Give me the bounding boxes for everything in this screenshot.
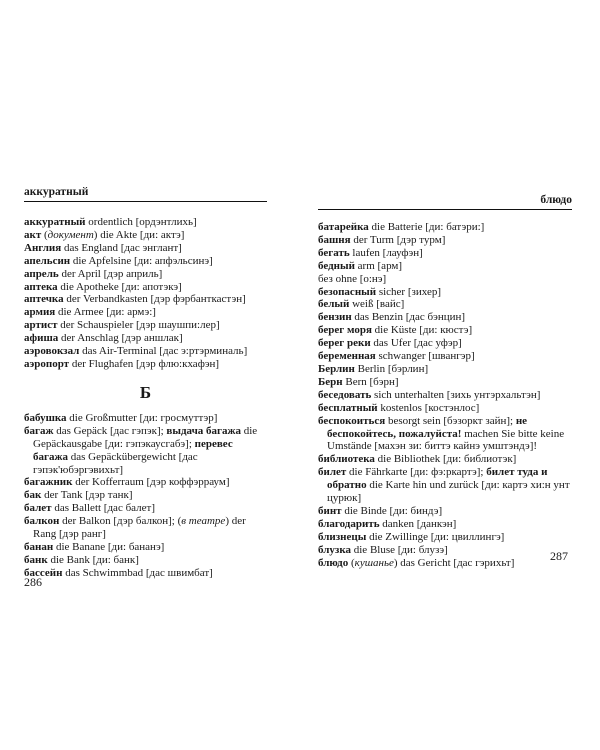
headword: бинт — [318, 504, 342, 517]
entry-text: ordentlich [ордэнтлихь] — [85, 216, 197, 228]
entry-text: besorgt sein [бэзоркт зайн]; — [385, 414, 516, 427]
entry-text: ) die Akte [ди: актэ] — [93, 228, 185, 241]
entry-text: das Gepäckübergewicht [дас гэпэк'юбэргэвихьт] — [33, 450, 198, 476]
dictionary-entry — [318, 531, 572, 544]
headword: апрель — [24, 267, 59, 280]
entry-text: ( — [41, 228, 48, 241]
headword: бензин — [318, 311, 352, 324]
dictionary-entry — [318, 273, 572, 286]
headword: белый — [318, 298, 350, 311]
entry-text: der Tank [дэр танк] — [41, 489, 133, 502]
dictionary-entry — [318, 557, 572, 570]
entry-text: schwanger [швангэр] — [375, 350, 475, 363]
headword: благодарить — [318, 517, 380, 530]
dictionary-entry — [24, 502, 267, 515]
entry-text: das Ufer [дас уфэр] — [370, 337, 462, 350]
headword: перевес багажа — [33, 437, 233, 463]
entry-text: die Großmutter [ди: гросмуттэр] — [66, 411, 218, 424]
headword: артист — [24, 319, 58, 332]
dictionary-entry — [24, 489, 267, 502]
headword: Берлин — [318, 362, 355, 375]
entry-text: das Ballett [дас балет] — [51, 502, 155, 515]
entry-text: die Bank [ди: банк] — [47, 553, 139, 566]
headword: банк — [24, 553, 48, 566]
dictionary-entry — [24, 541, 267, 554]
dictionary-entry — [318, 402, 572, 415]
dictionary-entry — [24, 242, 267, 255]
entry-text: ( — [348, 556, 355, 569]
entry-text: die Zwillinge [ди: цвиллингэ] — [366, 530, 505, 543]
dictionary-entry — [318, 389, 572, 402]
entry-text: das Schwimmbad [дас швимбат] — [62, 566, 213, 579]
headword: беременная — [318, 350, 376, 363]
dictionary-entry — [318, 311, 572, 324]
running-header-right: блюдо — [318, 194, 572, 210]
entry-text: Bern [бэрн] — [342, 375, 399, 388]
entry-text: laufen [лауфэн] — [349, 246, 423, 259]
dictionary-entry — [24, 293, 267, 306]
headword: башня — [318, 233, 351, 246]
entry-text: без ohne [о:нэ] — [318, 272, 387, 285]
section-letter: Б — [139, 382, 152, 402]
dictionary-entry — [318, 466, 572, 505]
dictionary-entry — [24, 358, 267, 371]
headword: не беспокойтесь, пожалуйста! — [327, 414, 528, 440]
entry-text: das England [дас энглант] — [61, 241, 182, 254]
dictionary-entry — [318, 286, 572, 299]
dictionary-entry — [24, 515, 267, 541]
usage-label: кушанье — [354, 556, 394, 569]
entry-text: der Verbandkasten [дэр фэрбанткастэн] — [63, 293, 246, 306]
entry-text: danken [данкэн] — [379, 517, 457, 530]
headword: бедный — [318, 259, 355, 272]
dictionary-entry — [318, 505, 572, 518]
headword: бегать — [318, 246, 350, 259]
entry-text: der Kofferraum [дэр коффэрраум] — [72, 476, 230, 489]
dictionary-entry — [24, 332, 267, 345]
dictionary-entry — [24, 306, 267, 319]
dictionary-entry — [318, 544, 572, 557]
dictionary-entry — [318, 324, 572, 337]
right-page — [318, 186, 572, 569]
dictionary-entry — [318, 298, 572, 311]
entry-text: die Apotheke [ди: апотэкэ] — [57, 280, 182, 293]
dictionary-entry — [318, 363, 572, 376]
dictionary-entry — [318, 453, 572, 466]
entries-group-b — [24, 412, 267, 580]
page-number-right: 287 — [550, 549, 568, 563]
dictionary-entry — [24, 345, 267, 358]
headword: выдача багажа — [166, 424, 241, 437]
entry-text: ) der Rang [дэр ранг] — [33, 515, 246, 541]
entry-text: die Banane [ди: бананэ] — [53, 540, 165, 553]
headword: библиотека — [318, 453, 375, 466]
headword: блузка — [318, 543, 351, 556]
headword: беседовать — [318, 388, 372, 401]
headword: берег реки — [318, 337, 371, 350]
dictionary-entry — [24, 567, 267, 580]
entry-text: der Anschlag [дэр аншлак] — [58, 332, 183, 345]
entry-text: der Flughafen [дэр флю:кхафэн] — [69, 357, 220, 370]
dictionary-entry — [318, 234, 572, 247]
entry-text: die Küste [ди: кюстэ] — [371, 324, 473, 337]
headword: безопасный — [318, 285, 377, 298]
entries-group-a — [24, 216, 267, 371]
entry-text: die Gepäckausgabe [ди: гэпэкаусгабэ]; — [33, 424, 258, 450]
entries-group-right — [318, 221, 572, 569]
usage-label: документ — [47, 228, 94, 241]
headword: бесплатный — [318, 401, 378, 414]
headword: афиша — [24, 332, 59, 345]
headword: близнецы — [318, 530, 367, 543]
entry-text: arm [арм] — [354, 259, 403, 272]
entry-text: der Balkon [дэр балкон]; ( — [59, 515, 182, 528]
dictionary-entry — [24, 268, 267, 281]
entry-text: ) das Gericht [дас гэрихьт] — [393, 556, 515, 569]
headword: батарейка — [318, 221, 369, 233]
headword: бассейн — [24, 566, 63, 579]
headword: аккуратный — [24, 216, 86, 228]
dictionary-entry — [24, 255, 267, 268]
headword: блюдо — [318, 556, 349, 569]
page-number-left: 286 — [24, 575, 42, 589]
entry-text: die Batterie [ди: батэри:] — [368, 221, 485, 233]
left-page — [24, 186, 267, 580]
running-header-left: аккуратный — [24, 186, 267, 202]
headword: билет — [318, 466, 347, 479]
dictionary-entry — [318, 415, 572, 454]
dictionary-entry — [318, 518, 572, 531]
dictionary-entry — [24, 319, 267, 332]
headword: аптечка — [24, 293, 64, 306]
entry-text: sicher [зихер] — [376, 285, 442, 298]
entry-text: kostenlos [костэнлос] — [377, 401, 480, 414]
headword: балкон — [24, 515, 60, 528]
headword: аэропорт — [24, 357, 70, 370]
headword: армия — [24, 306, 56, 319]
dictionary-entry — [24, 412, 267, 425]
dictionary-entry — [318, 221, 572, 234]
entry-text: die Karte hin und zurück [ди: картэ хи:н унт цурюк] — [327, 479, 570, 505]
entry-text: der Schauspieler [дэр шаушпи:лер] — [57, 319, 220, 332]
entry-text: die Binde [ди: биндэ] — [341, 504, 443, 517]
headword: беспокоиться — [318, 414, 386, 427]
entry-text: weiß [вайс] — [349, 298, 405, 311]
usage-label: в театре — [181, 515, 226, 528]
entry-text: sich unterhalten [зихь унтэрхальтэн] — [371, 388, 541, 401]
dictionary-entry — [318, 376, 572, 389]
headword: билет туда и обратно — [327, 466, 548, 492]
entry-text: die Bibliothek [ди: библиотэк] — [374, 453, 517, 466]
dictionary-entry — [318, 247, 572, 260]
entry-text: das Air-Terminal [дас э:ртэрминаль] — [79, 345, 248, 358]
dictionary-entry — [24, 281, 267, 294]
headword: Англия — [24, 241, 62, 254]
headword: апельсин — [24, 254, 71, 267]
dictionary-entry — [24, 229, 267, 242]
dictionary-entry — [24, 554, 267, 567]
dictionary-entry — [24, 216, 267, 229]
entry-text: die Bluse [ди: блузэ] — [351, 543, 448, 556]
dictionary-entry — [24, 476, 267, 489]
entry-text: Berlin [бэрлин] — [354, 362, 429, 375]
headword: аэровокзал — [24, 345, 80, 358]
headword: берег моря — [318, 324, 372, 337]
headword: багажник — [24, 476, 73, 489]
dictionary-entry — [24, 425, 267, 477]
entry-text: die Armee [ди: армэ:] — [55, 306, 156, 319]
dictionary-entry — [318, 350, 572, 363]
headword: Берн — [318, 375, 343, 388]
headword: багаж — [24, 424, 54, 437]
entry-text: das Benzin [дас бэнцин] — [351, 311, 466, 324]
entry-text: das Gepäck [дас гэпэк]; — [53, 424, 167, 437]
headword: акт — [24, 228, 42, 241]
headword: аптека — [24, 280, 58, 293]
entry-text: der April [дэр априль] — [58, 267, 163, 280]
dictionary-entry — [318, 260, 572, 273]
headword: бабушка — [24, 411, 67, 424]
dictionary-entry — [318, 337, 572, 350]
entry-text: die Fährkarte [ди: фэ:ркартэ]; — [346, 466, 487, 479]
entry-text: machen Sie bitte keine Umstände [махэн зи: биттэ кайнэ умштэндэ]! — [327, 427, 565, 453]
headword: банан — [24, 540, 54, 553]
headword: балет — [24, 502, 52, 515]
entry-text: die Apfelsine [ди: апфэльсинэ] — [70, 254, 213, 267]
entry-text: der Turm [дэр турм] — [350, 233, 446, 246]
headword: бак — [24, 489, 42, 502]
